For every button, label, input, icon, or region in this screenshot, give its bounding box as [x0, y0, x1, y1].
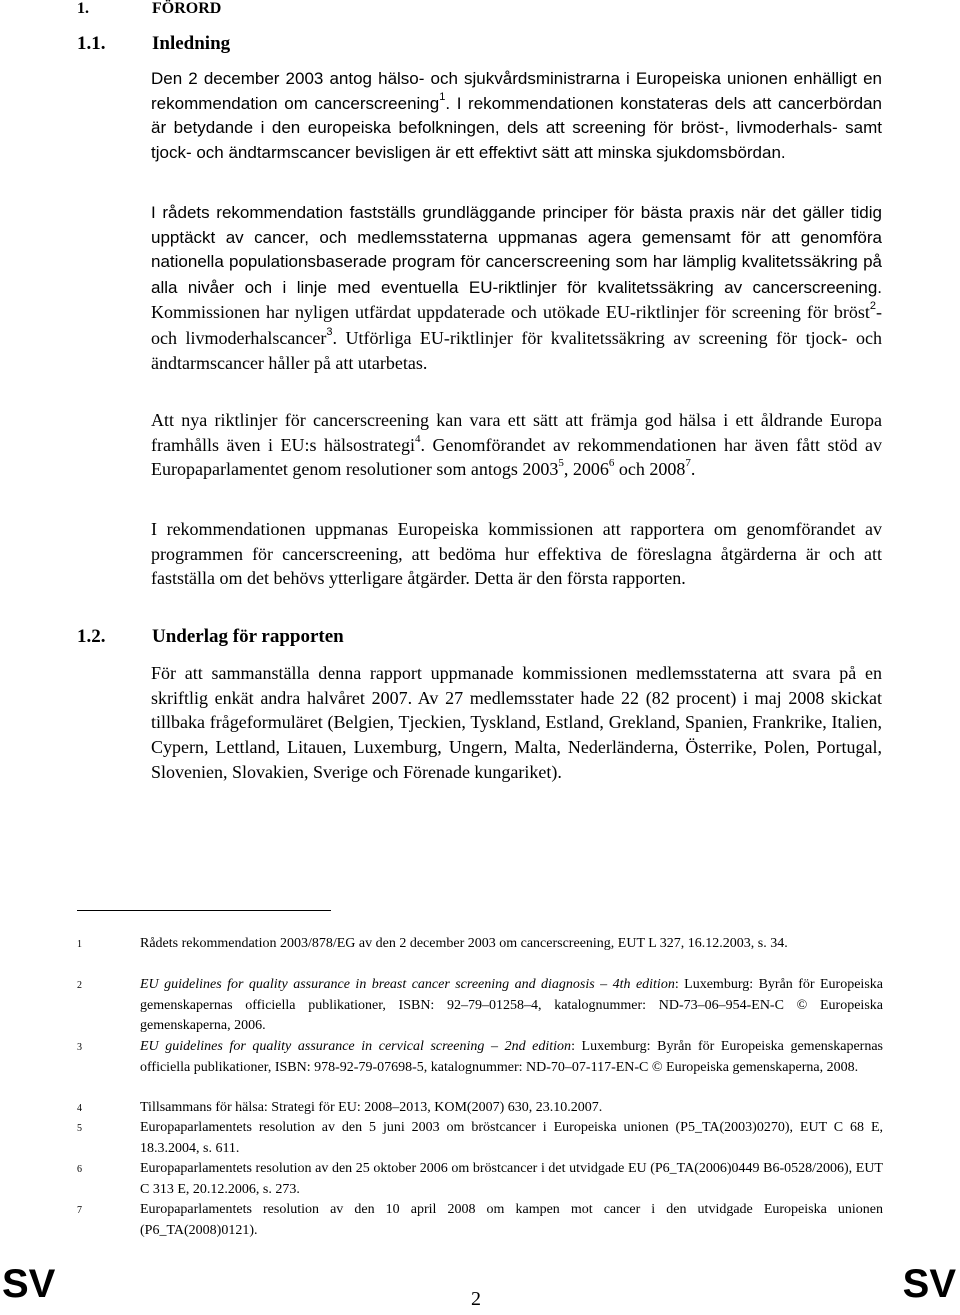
paragraph-intro-4: I rekommendationen uppmanas Europeiska kommissionen att rapportera om genomförandet av programmen för cancerscreening, att bedöma hur effektiva de föreslagna åtgärderna är och att fastställa om det behövs ytterligare åtgärder. Detta är den första rapporten.: [151, 519, 882, 589]
footnote-1: [77, 934, 883, 955]
chapter-number: 1.: [77, 0, 89, 17]
footnote-marker: 1: [77, 939, 82, 950]
footnote-4: [77, 1098, 883, 1119]
footnote-text: EU guidelines for quality assurance in cervical screening – 2nd edition: Luxemburg: Byrån för Europeiska gemenskapernas officiella publikationer, ISBN: 978-92-79-07698-5, katalognummer: ND-70–07-117-EN-C © Europeiska gemenskaperna, 2008.: [140, 1039, 883, 1075]
footnote-ref-6: 6: [608, 457, 615, 470]
section-title: Inledning: [152, 33, 231, 54]
footnote-6: [77, 1159, 883, 1200]
footnote-marker: 7: [77, 1205, 82, 1216]
footnote-5: [77, 1118, 883, 1159]
footnote-ref-5: 5: [558, 457, 564, 470]
paragraph-basis-1: För att sammanställa denna rapport uppmanade kommissionen medlemsstaterna att svara på en skriftlig enkät andra halvåret 2007. Av 27 medlemsstater hade 22 (82 procent) i maj 2008 skickat tillbaka frågeformuläret (Belgien, Tjeckien, Tyskland, Estland, Grekland, Spanien, Frankrike, Italien, Cypern, Lettland, Litauen, Luxemburg, Ungern, Malta, Nederländerna, Österrike, Polen, Portugal, Slovenien, Slovakien, Sverige och Förenade kungariket).: [151, 663, 882, 782]
footnote-ref-3: 3: [326, 325, 333, 338]
chapter-title: FÖRORD: [152, 0, 222, 17]
section-heading-1-1: [77, 33, 230, 55]
footnote-text: EU guidelines for quality assurance in breast cancer screening and diagnosis – 4th edition: Luxemburg: Byrån för Europeiska gemenskapernas officiella publikationer, ISBN: 92–79–01258–4, katalognummer: ND-73–06–954-EN-C © Europeiska gemenskaperna, 2006.: [140, 977, 883, 1033]
footnote-marker: 3: [77, 1042, 82, 1053]
footer-language-left: SV: [2, 1262, 56, 1306]
footer-language-right: SV: [902, 1262, 956, 1306]
footnote-7: [77, 1200, 883, 1241]
paragraph-intro-1: Den 2 december 2003 antog hälso- och sjukvårdsministrarna i Europeiska unionen enhälligt en rekommendation om cancerscreening$^1$. I rekommendationen konstateras dels att cancerbördan är betydande i den europeiska befolkningen, dels att screening för bröst-, livmoderhals- samt tjock- och ändtarmscancer bevisligen är ett effektivt sätt att minska sjukdomsbördan.: [151, 69, 882, 162]
section-title: Underlag för rapporten: [152, 626, 344, 647]
section-heading-1-2: [77, 626, 344, 648]
footnote-text: Europaparlamentets resolution av den 5 juni 2003 om bröstcancer i Europeiska unionen (P5_TA(2003)0270), EUT C 68 E, 18.3.2004, s. 611.: [140, 1120, 883, 1156]
footnote-ref-7: 7: [685, 457, 691, 470]
footnote-2: [77, 975, 883, 1037]
footnote-marker: 5: [77, 1123, 82, 1134]
footnote-separator: [77, 910, 331, 911]
paragraph-intro-3: Att nya riktlinjer för cancerscreening kan vara ett sätt att främja god hälsa i ett åldrande Europa framhålls även i EU:s hälsostrategi$^4$. Genomförandet av rekommendationen har även fått stöd av Europaparlamentet genom resolutioner som antogs 2003$^5$, 2006$^6$ och 2008$^7$.: [151, 410, 883, 480]
footnote-ref-2: 2: [869, 300, 876, 313]
footnote-text: Europaparlamentets resolution av den 10 april 2008 om kampen mot cancer i den utvidgade Europeiska unionen (P6_TA(2008)0121).: [140, 1202, 883, 1238]
footnote-ref-4: 4: [415, 432, 421, 445]
paragraph-intro-2: I rådets rekommendation fastställs grundläggande principer för bästa praxis när det gäller tidig upptäckt av cancer, och medlemsstaterna uppmanas agera gemensamt för att genomföra nationella populationsbaserade program för cancerscreening som har lämplig kvalitetssäkring på alla nivåer och i linje med eventuella EU-riktlinjer för kvalitetssäkring av cancerscreening. Kommissionen har nyligen utfärdat uppdaterade och utökade EU-riktlinjer för screening för bröst$^2$- och livmoderhalscancer$^3$. Utförliga EU-riktlinjer för kvalitetssäkring av screening för tjock- och ändtarmscancer håller på att utarbetas.: [151, 203, 882, 373]
footnote-marker: 2: [77, 980, 82, 991]
chapter-heading: [77, 0, 221, 18]
footnote-ref-1: 1: [439, 90, 446, 103]
footnote-3: [77, 1037, 883, 1078]
footnote-text: Tillsammans för hälsa: Strategi för EU: 2008–2013, KOM(2007) 630, 23.10.2007.: [140, 1100, 603, 1115]
footnote-marker: 6: [77, 1164, 82, 1175]
footnote-text: Rådets rekommendation 2003/878/EG av den 2 december 2003 om cancerscreening, EUT L 327, 16.12.2003, s. 34.: [140, 936, 788, 951]
page-number: 2: [471, 1288, 481, 1310]
section-number: 1.1.: [77, 33, 106, 54]
footnote-text: Europaparlamentets resolution av den 25 oktober 2006 om bröstcancer i det utvidgade EU (P6_TA(2006)0449 B6-0528/2006), EUT C 313 E, 20.12.2006, s. 273.: [140, 1161, 883, 1197]
footnote-marker: 4: [77, 1103, 82, 1114]
section-number: 1.2.: [77, 626, 106, 647]
